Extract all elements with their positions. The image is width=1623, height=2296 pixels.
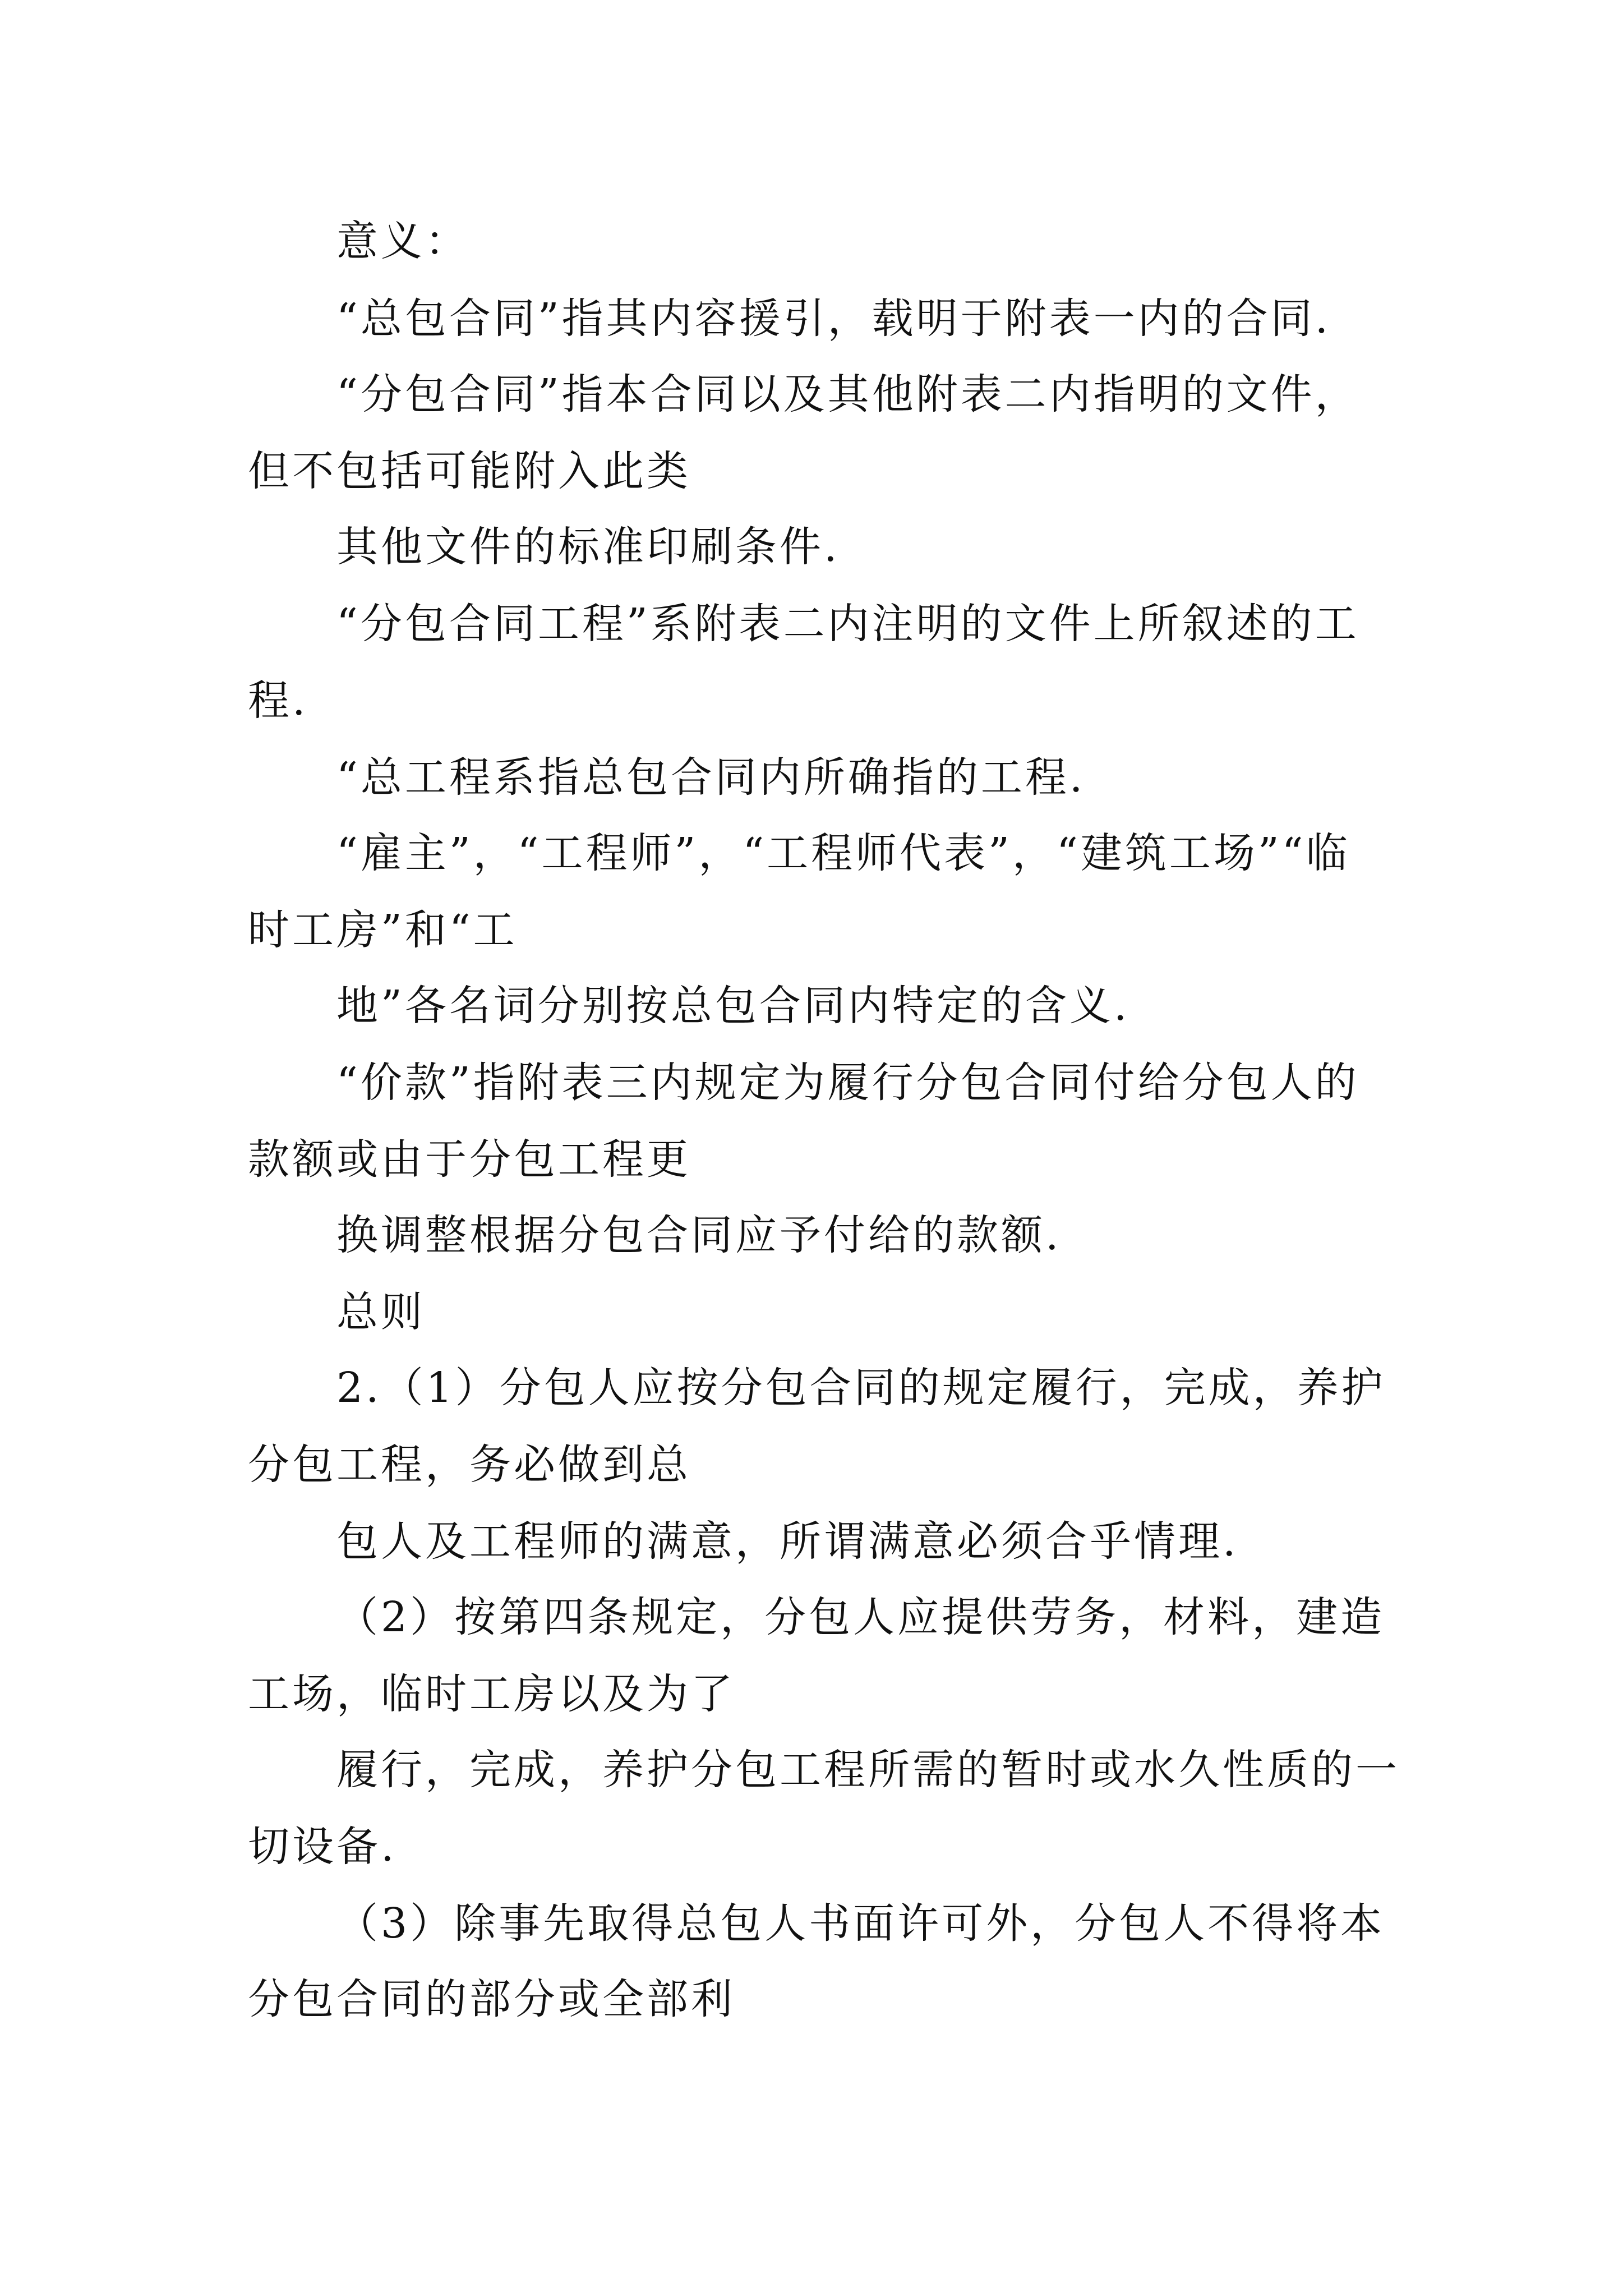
text-line: 程. — [248, 677, 308, 725]
text-line: 切设备. — [248, 1823, 397, 1871]
text-line: 款额或由于分包工程更 — [248, 1135, 691, 1184]
text-line: 但不包括可能附入此类 — [248, 447, 691, 495]
text-line: 意义： — [336, 217, 469, 265]
section-heading: 总则 — [336, 1288, 425, 1336]
text-line: “雇主”，“工程师”，“工程师代表”，“建筑工场”“临 — [336, 829, 1350, 877]
text-line: 时工房”和“工 — [248, 906, 518, 954]
text-line: “价款”指附表三内规定为履行分包合同付给分包人的 — [336, 1059, 1359, 1107]
text-line: （3）除事先取得总包人书面许可外，分包人不得将本 — [336, 1899, 1385, 1948]
text-line: 地”各名词分别按总包合同内特定的含义. — [336, 982, 1130, 1030]
text-line: 包人及工程师的满意，所谓满意必须合乎情理. — [336, 1517, 1239, 1566]
text-line: “分包合同”指本合同以及其他附表二内指明的文件， — [336, 370, 1359, 418]
text-line: 其他文件的标准印刷条件. — [336, 523, 840, 571]
text-line: 2.（1）分包人应按分包合同的规定履行，完成，养护 — [336, 1364, 1386, 1412]
text-line: 履行，完成，养护分包工程所需的暂时或水久性质的一 — [336, 1746, 1400, 1794]
text-line: 工场，临时工房以及为了 — [248, 1670, 735, 1718]
text-line: “总工程系指总包合同内所确指的工程. — [336, 753, 1086, 802]
text-line: 分包工程，务必做到总 — [248, 1441, 691, 1489]
text-line: 换调整根据分包合同应予付给的款额. — [336, 1211, 1062, 1259]
text-line: （2）按第四条规定，分包人应提供劳务，材料，建造 — [336, 1593, 1385, 1641]
text-line: “总包合同”指其内容援引，载明于附表一内的合同. — [336, 295, 1331, 343]
text-line: “分包合同工程”系附表二内注明的文件上所叙述的工 — [336, 600, 1359, 648]
text-line: 分包合同的部分或全部利 — [248, 1975, 735, 2023]
